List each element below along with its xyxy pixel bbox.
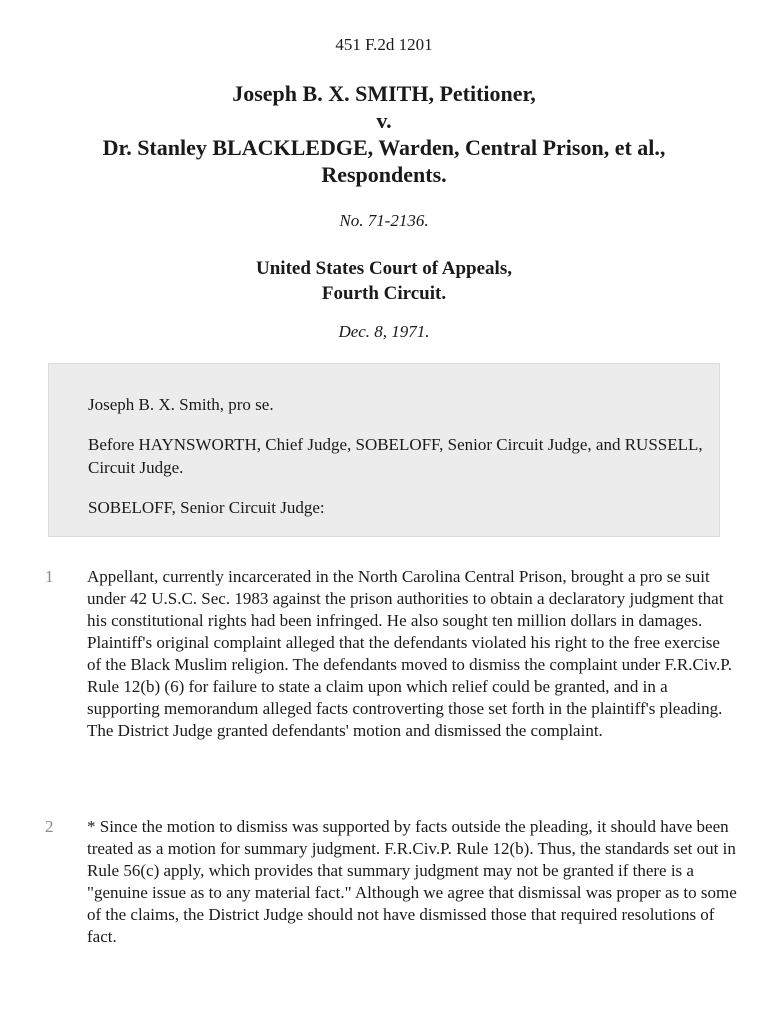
paragraph-number: 1 <box>45 567 54 586</box>
docket-number: No. 71-2136. <box>339 211 429 230</box>
court-name-line1: United States Court of Appeals, <box>256 258 512 279</box>
paragraph-number: 2 <box>45 817 54 836</box>
counsel-line: Joseph B. X. Smith, pro se. <box>88 395 274 414</box>
caption-petitioner: Joseph B. X. SMITH, Petitioner, <box>232 81 536 106</box>
panel-line: Before HAYNSWORTH, Chief Judge, SOBELOFF, Senior Circuit Judge, and RUSSELL, Circuit Judge. <box>88 435 703 477</box>
court-name-line2: Fourth Circuit. <box>321 283 447 304</box>
caption-versus: v. <box>376 108 392 133</box>
paragraph-text: * Since the motion to dismiss was supported by facts outside the pleading, it should have been treated as a motion for summary judgment. F.R.Civ.P. Rule 12(b). Thus, the standards set out in Rule 56(c) apply, which provides that summary judgment may not be granted if there is a "genuine issue as to any material fact." Although we agree that dismissal was proper as to some of the claims, the District Judge should not have dismissed those that required resolutions of fact. <box>87 817 737 946</box>
paragraph-text: Appellant, currently incarcerated in the North Carolina Central Prison, brought a pro se suit under 42 U.S.C. Sec. 1983 against the prison authorities to obtain a declaratory judgment that his constitutional rights had been infringed. He also sought ten million dollars in damages. Plaintiff's original complaint alleged that the defendants violated his right to the free exercise of the Black Muslim religion. The defendants moved to dismiss the complaint under F.R.Civ.P. Rule 12(b) (6) for failure to state a claim upon which relief could be granted, and in a supporting memorandum alleged facts controverting those set forth in the plaintiff's pleading. The District Judge granted defendants' motion and dismissed the complaint. <box>87 567 733 740</box>
decision-date: Dec. 8, 1971. <box>338 322 430 341</box>
case-caption <box>0 80 768 188</box>
court-name <box>0 256 768 306</box>
caption-respondents-label: Respondents. <box>321 162 447 187</box>
caption-respondent: Dr. Stanley BLACKLEDGE, Warden, Central Prison, et al., <box>102 135 666 160</box>
citation: 451 F.2d 1201 <box>335 35 433 54</box>
opinion-header-box <box>48 363 720 537</box>
opinion-author: SOBELOFF, Senior Circuit Judge: <box>88 498 325 517</box>
